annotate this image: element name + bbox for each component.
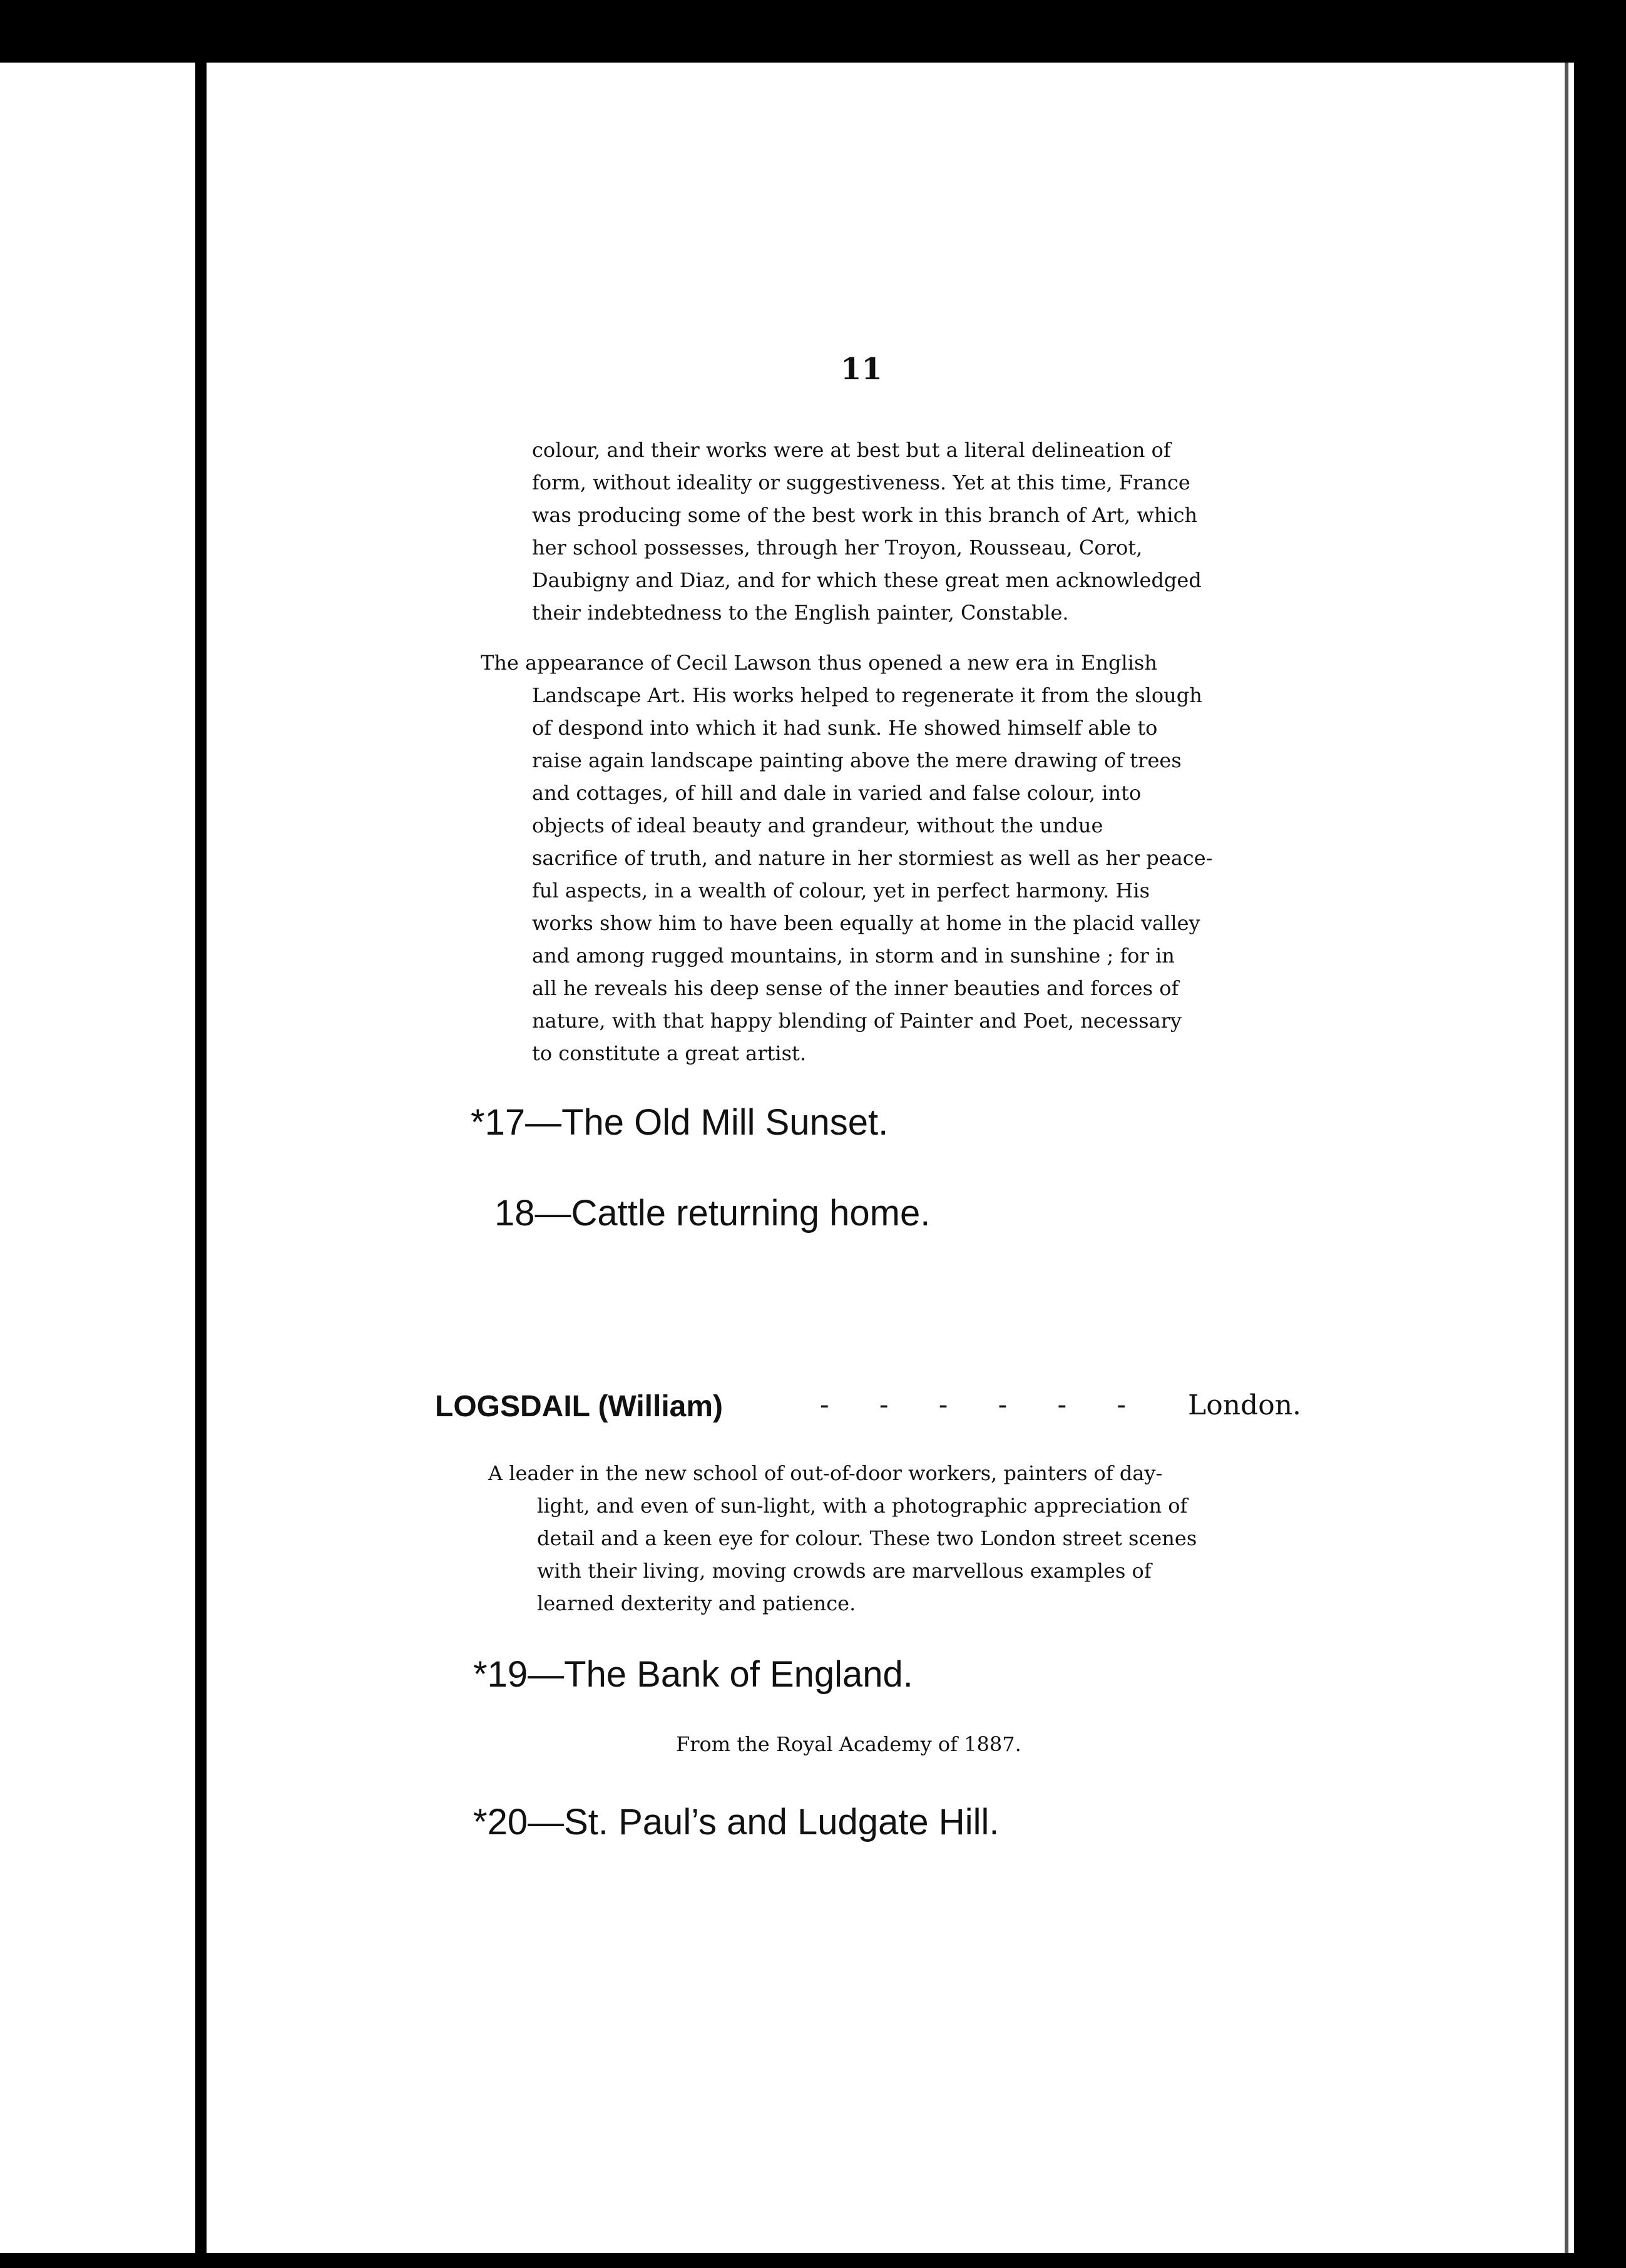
paragraph-line: raise again landscape painting above the mere drawing of trees bbox=[532, 748, 1182, 772]
artist-location: London. bbox=[1188, 1389, 1302, 1421]
paragraph-line: form, without ideality or suggestiveness. Yet at this time, France bbox=[532, 471, 1190, 494]
page-number: 11 bbox=[841, 352, 882, 387]
paragraph-line: works show him to have been equally at home in the placid valley bbox=[532, 911, 1200, 935]
artist-name: LOGSDAIL (William) bbox=[435, 1390, 724, 1423]
catalogue-entry: *17—The Old Mill Sunset. bbox=[471, 1102, 889, 1143]
catalogue-entry: *19—The Bank of England. bbox=[473, 1654, 913, 1695]
entry-note: From the Royal Academy of 1887. bbox=[676, 1732, 1021, 1756]
paragraph-line: light, and even of sun-light, with a photographic appreciation of bbox=[537, 1494, 1188, 1518]
paragraph-line: Daubigny and Diaz, and for which these great men acknowledged bbox=[532, 568, 1202, 592]
paragraph-line: was producing some of the best work in this branch of Art, which bbox=[532, 503, 1198, 527]
paragraph-line: The appearance of Cecil Lawson thus opened a new era in English bbox=[481, 651, 1157, 675]
page-edge bbox=[1565, 63, 1568, 2253]
paragraph-line: of despond into which it had sunk. He showed himself able to bbox=[532, 716, 1158, 740]
paragraph-line: detail and a keen eye for colour. These two London street scenes bbox=[537, 1526, 1197, 1550]
catalogue-entry: *20—St. Paul’s and Ludgate Hill. bbox=[473, 1802, 1000, 1842]
paragraph-line: with their living, moving crowds are marvellous examples of bbox=[537, 1559, 1152, 1583]
artist-dashes: - - - - - - bbox=[820, 1389, 1148, 1420]
catalogue-entry: 18—Cattle returning home. bbox=[494, 1193, 931, 1234]
paragraph-line: her school possesses, through her Troyon, Rousseau, Corot, bbox=[532, 536, 1143, 559]
paragraph-line: nature, with that happy blending of Painter and Poet, necessary bbox=[532, 1009, 1182, 1033]
paragraph-line: all he reveals his deep sense of the inner beauties and forces of bbox=[532, 976, 1179, 1000]
paragraph-line: Landscape Art. His works helped to regenerate it from the slough bbox=[532, 683, 1202, 707]
paragraph-line: ful aspects, in a wealth of colour, yet in perfect harmony. His bbox=[532, 879, 1150, 902]
paragraph-line: sacrifice of truth, and nature in her stormiest as well as her peace- bbox=[532, 846, 1213, 870]
paragraph-line: to constitute a great artist. bbox=[532, 1041, 807, 1065]
paragraph-line: objects of ideal beauty and grandeur, without the undue bbox=[532, 814, 1103, 837]
paragraph-line: and among rugged mountains, in storm and in sunshine ; for in bbox=[532, 944, 1175, 968]
paragraph-line: their indebtedness to the English painter, Constable. bbox=[532, 601, 1069, 625]
paragraph-line: A leader in the new school of out-of-door workers, painters of day- bbox=[488, 1461, 1163, 1485]
paragraph-line: colour, and their works were at best but a literal delineation of bbox=[532, 438, 1171, 462]
facing-page-strip bbox=[0, 63, 195, 2253]
paragraph-line: learned dexterity and patience. bbox=[537, 1591, 856, 1615]
book-page bbox=[207, 63, 1574, 2253]
paragraph-line: and cottages, of hill and dale in varied and false colour, into bbox=[532, 781, 1142, 805]
